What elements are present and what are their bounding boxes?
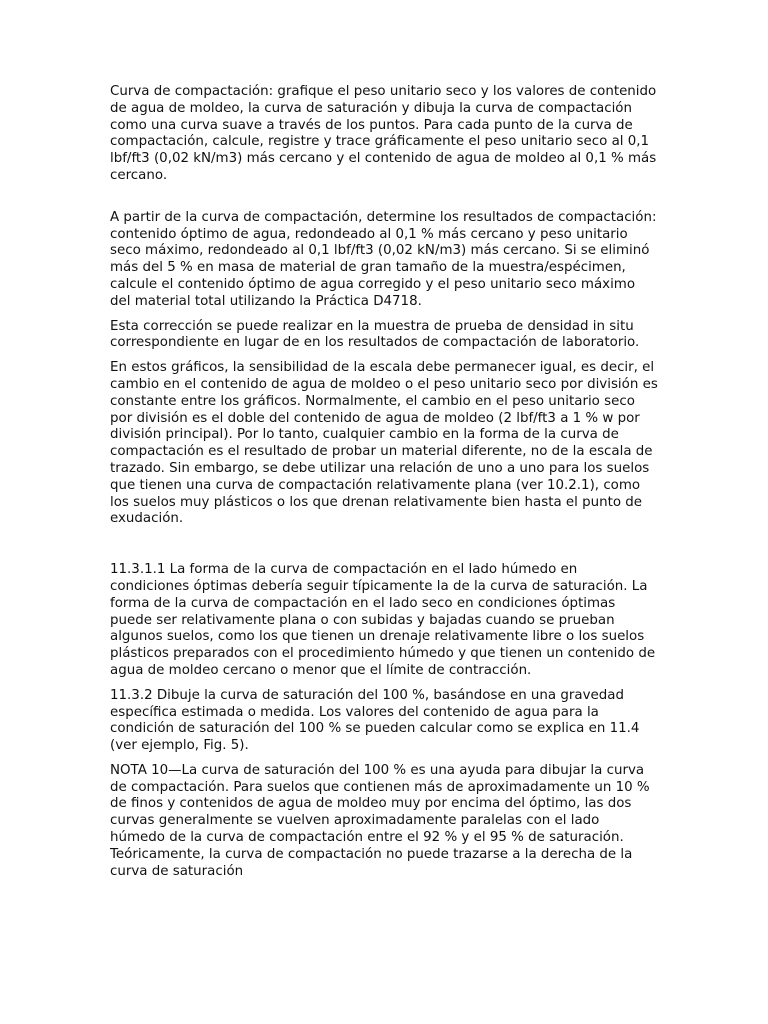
paragraph-11-3-2: 11.3.2 Dibuje la curva de saturación del 100 %, basándose en una gravedad específica estimada o medida. Los valores del contenido de agua para la condición de saturación del 100 % se pueden calcular como se explica en 11.4 (ver ejemplo, Fig. 5).	[110, 687, 640, 754]
paragraph-compaction-results: A partir de la curva de compactación, determine los resultados de compactación: contenido óptimo de agua, redondeado al 0,1 % más cercano y peso unitario seco máximo, redondeado al 0,1 lbf/ft3 (0,02 kN/m3) más cercano. Si se eliminó más del 5 % en masa de material de gran tamaño de la muestra/espécimen, calcule el contenido óptimo de agua corregido y el peso unitario seco máximo del material total utilizando la Práctica D4718.	[110, 209, 657, 309]
paragraph-note-10: NOTA 10—La curva de saturación del 100 % es una ayuda para dibujar la curva de compactación. Para suelos que contienen más de aproximadamente un 10 % de finos y contenidos de agua de moldeo muy por encima del óptimo, las dos curvas generalmente se vuelven aproximadamente paralelas con el lado húmedo de la curva de compactación entre el 92 % y el 95 % de saturación. Teóricamente, la curva de compactación no puede trazarse a la derecha de la curva de saturación	[110, 762, 650, 879]
paragraph-scale-sensitivity: En estos gráficos, la sensibilidad de la escala debe permanecer igual, es decir, el cambio en el contenido de agua de moldeo o el peso unitario seco por división es constante entre los gráficos. Normalmente, el cambio en el peso unitario seco por división es el doble del contenido de agua de moldeo (2 lbf/ft3 a 1 % w por división principal). Por lo tanto, cualquier cambio en la forma de la curva de compactación es el resultado de probar un material diferente, no de la escala de trazado. Sin embargo, se debe utilizar una relación de uno a uno para los suelos que tienen una curva de compactación relativamente plana (ver 10.2.1), como los suelos muy plásticos o los que drenan relativamente bien hasta el punto de exudación.	[110, 360, 658, 527]
paragraph-11-3-1-1: 11.3.1.1 La forma de la curva de compactación en el lado húmedo en condiciones óptimas debería seguir típicamente la de la curva de saturación. La forma de la curva de compactación en el lado seco en condiciones óptimas puede ser relativamente plana o con subidas y bajadas cuando se prueban algunos suelos, como los que tienen un drenaje relativamente libre o los suelos plásticos preparados con el procedimiento húmedo y que tienen un contenido de agua de moldeo cercano o menor que el límite de contracción.	[110, 562, 656, 678]
paragraph-correction: Esta corrección se puede realizar en la muestra de prueba de densidad in situ correspondiente en lugar de en los resultados de compactación de laboratorio.	[110, 318, 640, 351]
paragraph-compaction-curve: Curva de compactación: grafique el peso unitario seco y los valores de contenido de agua de moldeo, la curva de saturación y dibuja la curva de compactación como una curva suave a través de los puntos. Para cada punto de la curva de compactación, calcule, registre y trace gráficamente el peso unitario seco al 0,1 lbf/ft3 (0,02 kN/m3) más cercano y el contenido de agua de moldeo al 0,1 % más cercano.	[110, 84, 657, 183]
document-body	[110, 84, 658, 888]
